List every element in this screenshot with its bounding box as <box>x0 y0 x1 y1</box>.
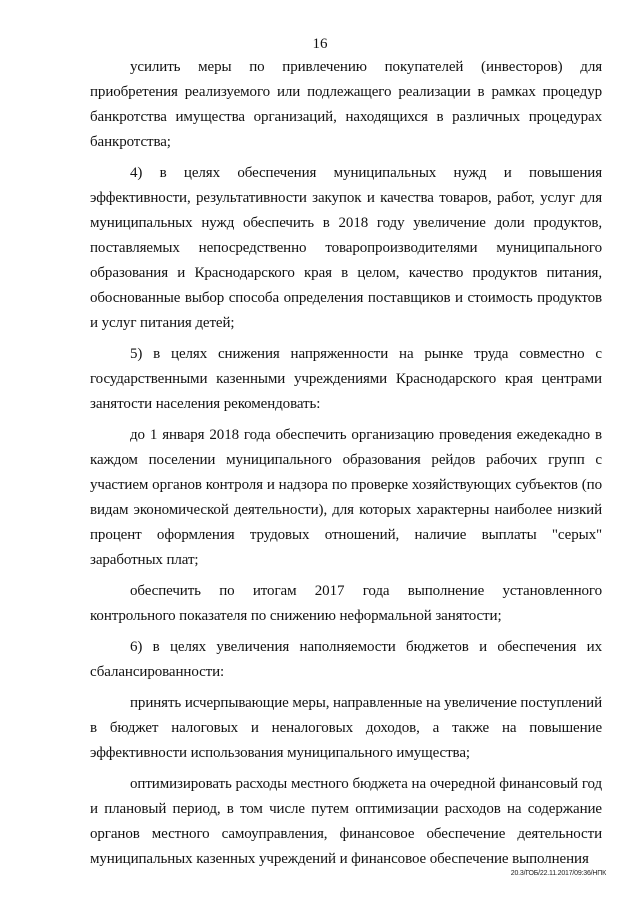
page-number: 16 <box>312 36 328 52</box>
paragraph-investors: усилить меры по привлечению покупателей (инвесторов) для приобретения реализуемого или подлежащего реализации в рамках процедур банкротства имущества организаций, находящихся в различных процедурах банкротства; <box>90 59 602 150</box>
paragraph-budget-balance: 6) в целях увеличения наполняемости бюджетов и обеспечения их сбалансированности: <box>90 639 602 680</box>
paragraph-inspection-raids: до 1 января 2018 года обеспечить организацию проведения ежедекадно в каждом поселении муниципального образования рейдов рабочих групп с участием органов контроля и надзора по проверке хозяйствующих субъектов (по видам экономической деятельности), для которых характерны наиболее низкий процент оформления трудовых отношений, наличие выплаты "серых" заработных плат; <box>90 427 602 568</box>
paragraph-informal-employment: обеспечить по итогам 2017 года выполнение установленного контрольного показателя по снижению неформальной занятости; <box>90 583 602 624</box>
paragraph-municipal-needs: 4) в целях обеспечения муниципальных нужд и повышения эффективности, результативности закупок и качества товаров, работ, услуг для муниципальных нужд обеспечить в 2018 году увеличение доли продуктов, поставляемых непосредственно товаропроизводителями муниципального образования и Краснодарского края в целом, качество продуктов питания, обоснованные выбор способа определения поставщиков и стоимость продуктов и услуг питания детей; <box>90 165 602 331</box>
paragraph-revenue-increase: принять исчерпывающие меры, направленные на увеличение поступлений в бюджет налоговых и неналоговых доходов, а также на повышение эффективности использования муниципального имущества; <box>90 695 602 761</box>
paragraph-labor-market: 5) в целях снижения напряженности на рынке труда совместно с государственными казенными учреждениями Краснодарского края центрами занятости населения рекомендовать: <box>90 346 602 412</box>
footer-document-code: 20.3/ГОБ/22.11.2017/09:36/НПК <box>510 870 606 877</box>
paragraph-expense-optimization: оптимизировать расходы местного бюджета на очередной финансовый год и плановый период, в том числе путем оптимизации расходов на содержание органов местного самоуправления, финансовое обеспечение деятельности муниципальных казенных учреждений и финансовое обеспечение выполнения <box>90 776 602 867</box>
document-body <box>90 55 602 878</box>
